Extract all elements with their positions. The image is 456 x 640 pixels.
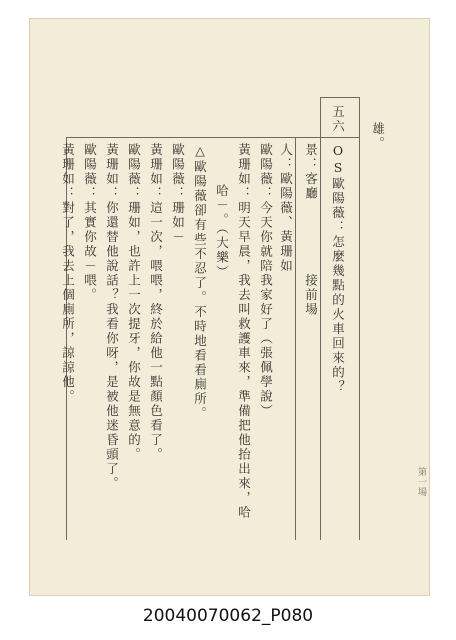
script-line-6: 黃珊如：明天早晨，我去叫救護車來，準備把他抬出來，哈 bbox=[236, 143, 252, 520]
script-line-1: 雄。 bbox=[370, 122, 386, 151]
frame-top-line bbox=[320, 97, 360, 98]
heading-left-line bbox=[295, 137, 296, 540]
frame-right-line bbox=[359, 97, 360, 540]
script-line-10: 黃珊如：這一次，喂喂，終於給他一點顏色看了。 bbox=[148, 143, 164, 462]
image-caption: 20040070062_P080 bbox=[142, 606, 314, 626]
script-line-9: 歐陽薇：珊如－ bbox=[170, 143, 186, 245]
page-number-left-line bbox=[320, 97, 321, 540]
page-number: 五六 bbox=[330, 105, 346, 134]
header-separator-line bbox=[66, 137, 360, 138]
script-line-4: 人：歐陽薇、黃珊如 bbox=[278, 143, 294, 274]
margin-note: 第一場 bbox=[416, 467, 426, 497]
script-line-12: 黃珊如：你還替他說話？我看你呀，是被他迷昏頭了。 bbox=[104, 143, 120, 491]
script-line-14: 黃珊如：對了，我去上個廁所，諒諒他。 bbox=[60, 143, 76, 404]
script-page bbox=[29, 18, 430, 596]
script-line-7: 哈－。（大樂） bbox=[214, 184, 230, 280]
script-line-3: 景：客廳 接前場 bbox=[303, 143, 319, 317]
script-line-5: 歐陽薇：今天你就陪我家好了（張佩學說） bbox=[258, 143, 274, 419]
script-line-2: OS歐陽薇：怎麼幾點的火車回來的？ bbox=[330, 143, 346, 395]
script-line-11: 歐陽薇：珊如，也許上一次提牙，你故是無意的。 bbox=[126, 143, 142, 462]
script-line-13: 歐陽薇：其實你故－喂。 bbox=[82, 143, 98, 303]
script-line-8: △歐陽薇卻有些不忍了。不時地看看廁所。 bbox=[192, 143, 208, 421]
